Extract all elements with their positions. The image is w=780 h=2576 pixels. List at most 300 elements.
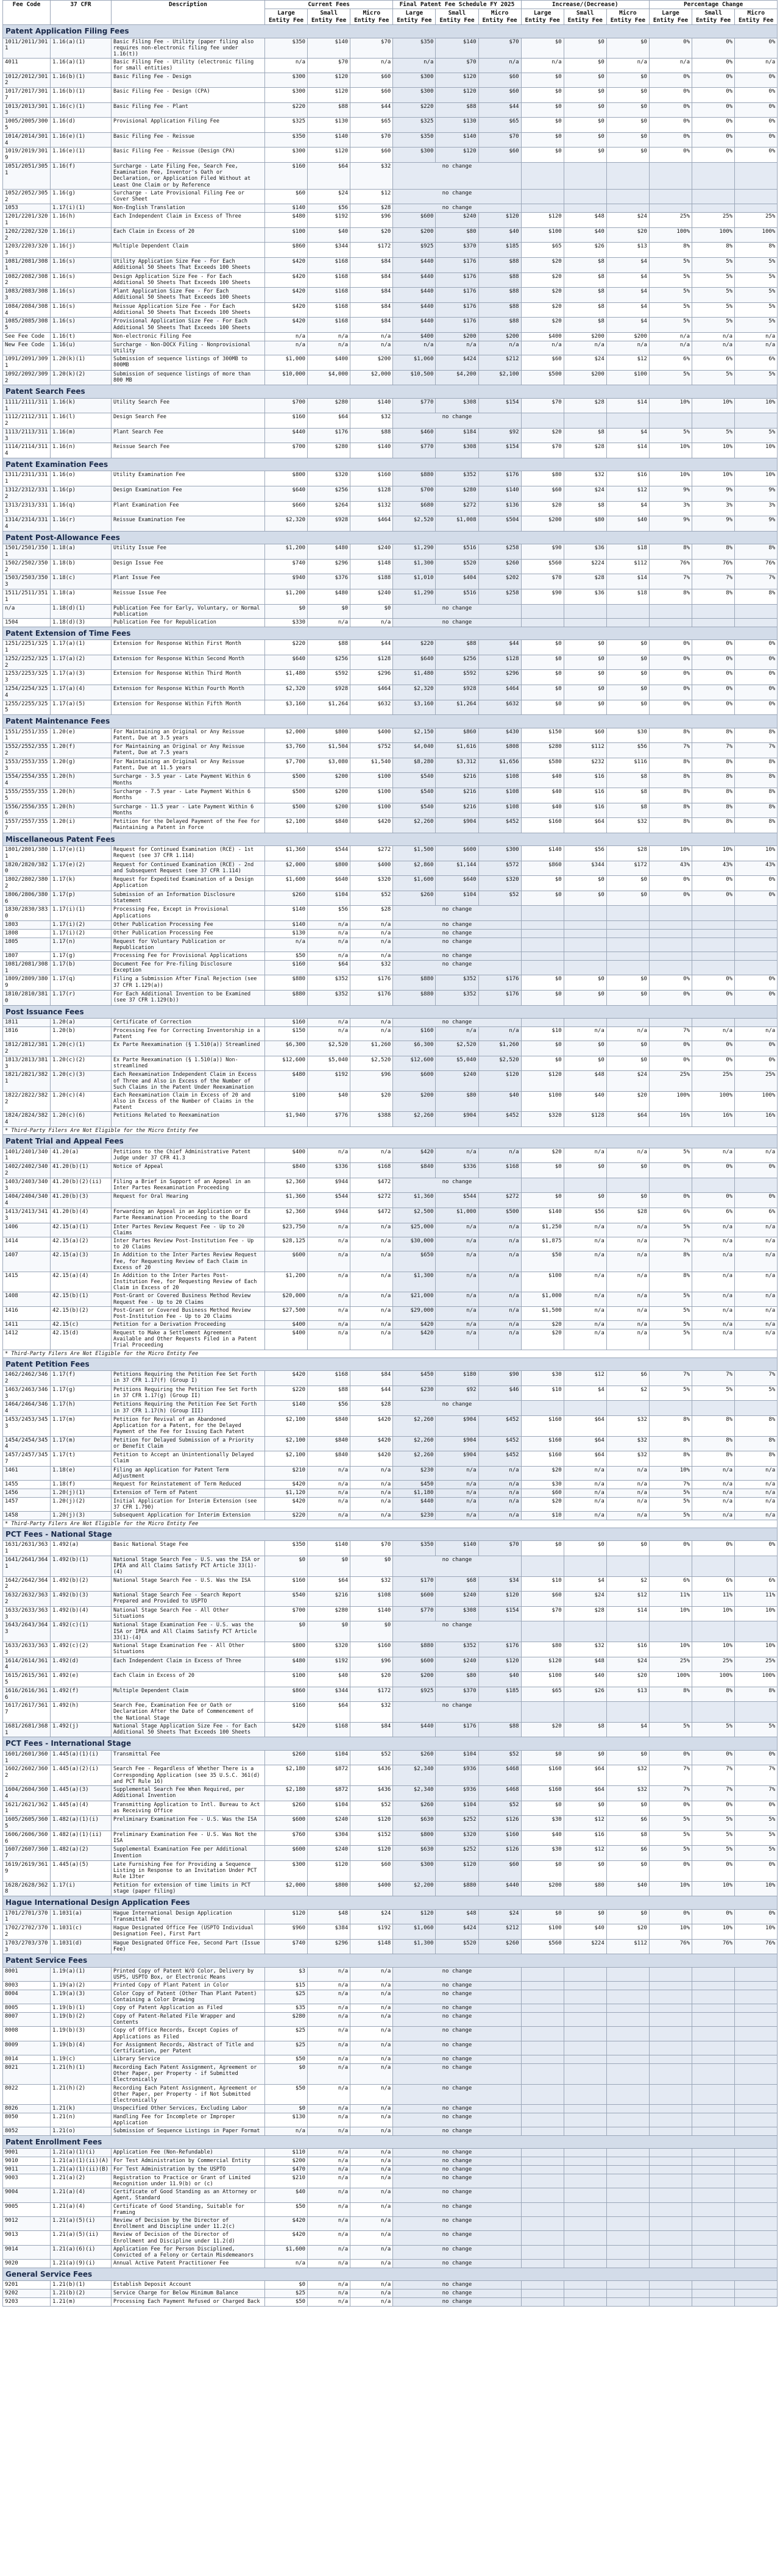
change-cell: $60 <box>521 486 564 502</box>
fee-code-cell: New Fee Code <box>3 341 51 355</box>
current-fee-cell: $160 <box>265 413 308 429</box>
current-fee-cell: $148 <box>350 1939 393 1954</box>
final-fee-cell: $2,520 <box>436 1041 478 1056</box>
cfr-cell: 1.16(h) <box>51 213 112 228</box>
final-fee-cell: $176 <box>436 257 478 272</box>
percent-cell: 7% <box>735 1371 778 1386</box>
percent-cell: 76% <box>735 559 778 574</box>
fee-code-cell: 9201 <box>3 2281 51 2290</box>
current-fee-cell: $420 <box>350 818 393 833</box>
empty-cell <box>692 1621 735 1642</box>
table-row <box>3 861 778 876</box>
current-fee-cell: $15 <box>265 1982 308 1990</box>
final-fee-cell: $200 <box>393 227 436 243</box>
final-fee-cell: $630 <box>393 1816 436 1831</box>
change-cell: $2 <box>606 1386 649 1401</box>
final-fee-cell: $1,000 <box>436 1208 478 1223</box>
final-fee-cell: $1,300 <box>393 1272 436 1292</box>
current-fee-cell: $330 <box>265 618 308 627</box>
cfr-cell: 1.19(b)(3) <box>51 2027 112 2041</box>
description-cell: Request for Continued Examination (RCE) - 2nd and Subsequent Request (see 37 CFR 1.114) <box>112 861 265 876</box>
table-row <box>3 670 778 685</box>
cfr-cell: 1.1031(c) <box>51 1924 112 1940</box>
table-row <box>3 728 778 743</box>
description-cell: Submission of sequence listings of more than 800 MB <box>112 370 265 385</box>
note-row <box>3 1350 778 1357</box>
current-fee-cell: n/a <box>308 1272 350 1292</box>
percent-cell: 3% <box>692 501 735 516</box>
current-fee-cell: $220 <box>265 1512 308 1520</box>
current-fee-cell: n/a <box>308 952 350 961</box>
current-fee-cell: n/a <box>308 2055 350 2064</box>
current-fee-cell: n/a <box>308 2166 350 2174</box>
current-fee-cell: n/a <box>308 1306 350 1320</box>
table-row <box>3 1223 778 1237</box>
percent-cell: n/a <box>649 59 692 73</box>
change-cell: $40 <box>606 1881 649 1896</box>
cfr-cell: 1.17(i)(1) <box>51 204 112 213</box>
empty-cell <box>521 1990 564 2004</box>
table-row <box>3 1982 778 1990</box>
percent-cell: 5% <box>735 1722 778 1737</box>
empty-cell <box>606 2231 649 2245</box>
table-row <box>3 1860 778 1881</box>
change-cell: $0 <box>564 891 606 906</box>
current-fee-cell: n/a <box>308 2216 350 2230</box>
percent-cell: 100% <box>692 227 735 243</box>
description-cell: Filing an Application for Patent Term Adjustment <box>112 1466 265 1480</box>
percent-cell: 8% <box>649 243 692 258</box>
change-cell: $0 <box>606 1801 649 1816</box>
change-cell: $1,500 <box>521 1306 564 1320</box>
change-cell: $224 <box>564 1939 606 1954</box>
empty-cell <box>735 2055 778 2064</box>
current-fee-cell: $420 <box>265 302 308 318</box>
empty-cell <box>692 2166 735 2174</box>
description-cell: Processing Fee for Provisional Applications <box>112 952 265 961</box>
description-cell: Processing Fee for Correcting Inventorship in a Patent <box>112 1026 265 1041</box>
change-cell: $16 <box>564 788 606 803</box>
table-row <box>3 2113 778 2127</box>
current-fee-cell: $10,000 <box>265 370 308 385</box>
empty-cell <box>735 2297 778 2306</box>
fee-code-cell: 1607/2607/3607 <box>3 1846 51 1861</box>
final-fee-cell: $68 <box>436 1576 478 1592</box>
description-cell: Filing a Brief in Support of an Appeal in an Inter Partes Reexamination Proceeding <box>112 1178 265 1193</box>
current-fee-cell: $464 <box>350 685 393 700</box>
change-cell: $40 <box>521 803 564 818</box>
description-cell: Each Claim in Excess of 20 <box>112 227 265 243</box>
current-fee-cell: $0 <box>308 604 350 618</box>
no-change-cell: no change <box>393 2166 521 2174</box>
current-fee-cell: $23,750 <box>265 1223 308 1237</box>
percent-cell: 5% <box>649 272 692 288</box>
percent-cell: n/a <box>692 1489 735 1497</box>
final-fee-cell: $352 <box>436 1642 478 1657</box>
change-cell: $8 <box>564 501 606 516</box>
percent-cell: 5% <box>649 1148 692 1163</box>
section-title: Hague International Design Application Fees <box>3 1896 778 1909</box>
percent-cell: n/a <box>735 1272 778 1292</box>
change-cell: $160 <box>521 1436 564 1451</box>
final-fee-cell: $176 <box>436 272 478 288</box>
final-fee-cell: $320 <box>436 1831 478 1846</box>
final-fee-cell: $600 <box>436 846 478 861</box>
empty-cell <box>735 938 778 952</box>
current-fee-cell: $480 <box>265 1071 308 1092</box>
final-fee-cell: $252 <box>436 1846 478 1861</box>
fee-code-cell: 1462/2462/3462 <box>3 1371 51 1386</box>
current-fee-cell: n/a <box>350 2013 393 2027</box>
description-cell: Each Independent Claim in Excess of Three <box>112 213 265 228</box>
percent-cell: 0% <box>649 991 692 1006</box>
change-cell: $36 <box>564 589 606 605</box>
description-cell: Petitions Requiring the Petition Fee Set Forth in 37 CFR 1.17(h) (Group III) <box>112 1401 265 1416</box>
change-cell: $20 <box>521 272 564 288</box>
percent-cell: 5% <box>692 370 735 385</box>
change-cell: $4 <box>606 272 649 288</box>
fee-code-cell: 8004 <box>3 1990 51 2004</box>
current-fee-cell: $168 <box>308 318 350 333</box>
change-cell: $0 <box>564 1041 606 1056</box>
table-row <box>3 163 778 190</box>
current-fee-cell: $872 <box>308 1786 350 1801</box>
final-fee-cell: n/a <box>478 1512 521 1520</box>
cfr-cell: 1.17(a)(4) <box>51 685 112 700</box>
final-fee-cell: $640 <box>436 876 478 891</box>
description-cell: Publication Fee for Early, Voluntary, or Normal Publication <box>112 604 265 618</box>
current-fee-cell: $88 <box>308 1386 350 1401</box>
current-fee-cell: $400 <box>350 1881 393 1896</box>
final-fee-cell: $452 <box>478 1112 521 1127</box>
fee-code-cell: 1464/2464/3464 <box>3 1401 51 1416</box>
header-sub-9: Large Entity Fee <box>649 9 692 25</box>
percent-cell: 100% <box>649 1091 692 1112</box>
table-row <box>3 1939 778 1954</box>
final-fee-cell: $350 <box>393 38 436 59</box>
empty-cell <box>649 2174 692 2188</box>
no-change-cell: no change <box>393 2149 521 2157</box>
percent-cell: 7% <box>649 1481 692 1489</box>
final-fee-cell: n/a <box>436 1272 478 1292</box>
change-cell: $160 <box>521 1786 564 1801</box>
no-change-cell: no change <box>393 2027 521 2041</box>
current-fee-cell: $28 <box>350 1401 393 1416</box>
current-fee-cell: $28 <box>350 204 393 213</box>
fee-code-cell: 1501/2501/3501 <box>3 544 51 560</box>
current-fee-cell: $420 <box>350 1436 393 1451</box>
empty-cell <box>735 2245 778 2259</box>
current-fee-cell: $216 <box>308 1592 350 1607</box>
description-cell: Inter Partes Review Post-Institution Fee - Up to 20 Claims <box>112 1237 265 1251</box>
percent-cell: 7% <box>692 1371 735 1386</box>
final-fee-cell: n/a <box>478 1481 521 1489</box>
percent-cell: 8% <box>649 1251 692 1272</box>
current-fee-cell: $2,360 <box>265 1208 308 1223</box>
percent-cell: 25% <box>692 1657 735 1672</box>
cfr-cell: 1.16(s) <box>51 272 112 288</box>
final-fee-cell: n/a <box>478 1272 521 1292</box>
table-row <box>3 2188 778 2202</box>
empty-cell <box>649 2260 692 2268</box>
final-fee-cell: $400 <box>393 332 436 341</box>
empty-cell <box>606 2041 649 2055</box>
cfr-cell: 1.20(c)(1) <box>51 1041 112 1056</box>
empty-cell <box>606 2113 649 2127</box>
empty-cell <box>735 2174 778 2188</box>
section-title: Patent Application Filing Fees <box>3 25 778 38</box>
table-row <box>3 2027 778 2041</box>
current-fee-cell: $860 <box>265 243 308 258</box>
percent-cell: 5% <box>692 288 735 303</box>
current-fee-cell: $192 <box>308 1657 350 1672</box>
final-fee-cell: $90 <box>478 1371 521 1386</box>
description-cell: Design Examination Fee <box>112 486 265 502</box>
current-fee-cell: $96 <box>350 213 393 228</box>
change-cell: $112 <box>606 1939 649 1954</box>
current-fee-cell: $140 <box>265 204 308 213</box>
percent-cell: 10% <box>692 398 735 413</box>
current-fee-cell: $400 <box>350 861 393 876</box>
empty-cell <box>521 929 564 938</box>
description-cell: Request for Expedited Examination of a Design Application <box>112 876 265 891</box>
description-cell: Review of Decision of the Director of Enrollment and Discipline under 11.2(d) <box>112 2231 265 2245</box>
percent-cell: 6% <box>692 1576 735 1592</box>
empty-cell <box>735 618 778 627</box>
change-cell: n/a <box>564 1321 606 1329</box>
current-fee-cell: $260 <box>265 891 308 906</box>
empty-cell <box>735 1967 778 1981</box>
empty-cell <box>606 2055 649 2064</box>
cfr-cell: 1.17(m) <box>51 1415 112 1436</box>
current-fee-cell: n/a <box>308 2188 350 2202</box>
final-fee-cell: $70 <box>436 59 478 73</box>
current-fee-cell: $50 <box>265 2055 308 2064</box>
percent-cell: 5% <box>649 1292 692 1306</box>
percent-cell: n/a <box>735 1148 778 1163</box>
current-fee-cell: $420 <box>265 1722 308 1737</box>
description-cell: Basic Filing Fee - Plant <box>112 102 265 118</box>
final-fee-cell: $120 <box>436 148 478 163</box>
table-row <box>3 227 778 243</box>
current-fee-cell: $28 <box>350 906 393 921</box>
final-fee-cell: $504 <box>478 516 521 532</box>
change-cell: n/a <box>564 1272 606 1292</box>
change-cell: $40 <box>521 1831 564 1846</box>
change-cell: $10 <box>521 1512 564 1520</box>
current-fee-cell: $32 <box>350 1702 393 1723</box>
change-cell: $580 <box>521 758 564 773</box>
percent-cell: 7% <box>735 743 778 758</box>
cfr-cell: 1.16(s) <box>51 318 112 333</box>
current-fee-cell: $840 <box>308 1436 350 1451</box>
percent-cell: 7% <box>649 574 692 589</box>
percent-cell: 0% <box>735 700 778 715</box>
empty-cell <box>649 2127 692 2136</box>
empty-cell <box>521 1178 564 1193</box>
empty-cell <box>735 1556 778 1577</box>
change-cell: n/a <box>564 1489 606 1497</box>
percent-cell: 0% <box>735 1541 778 1556</box>
final-fee-cell: n/a <box>436 1251 478 1272</box>
change-cell: $0 <box>564 59 606 73</box>
empty-cell <box>564 618 606 627</box>
percent-cell: 0% <box>735 1056 778 1071</box>
percent-cell: 8% <box>735 818 778 833</box>
final-fee-cell: $1,300 <box>393 1939 436 1954</box>
final-fee-cell: $452 <box>478 1436 521 1451</box>
change-cell: $160 <box>521 1451 564 1467</box>
empty-cell <box>649 2149 692 2157</box>
description-cell: Submission of an Information Disclosure Statement <box>112 891 265 906</box>
current-fee-cell: $376 <box>308 574 350 589</box>
final-fee-cell: $230 <box>393 1386 436 1401</box>
empty-cell <box>606 2027 649 2041</box>
final-fee-cell: $48 <box>436 1909 478 1924</box>
empty-cell <box>735 2166 778 2174</box>
current-fee-cell: $256 <box>308 655 350 670</box>
change-cell: $8 <box>564 257 606 272</box>
percent-cell: 0% <box>692 685 735 700</box>
current-fee-cell: n/a <box>350 2188 393 2202</box>
empty-cell <box>606 2174 649 2188</box>
final-fee-cell: $130 <box>436 118 478 133</box>
final-fee-cell: $1,144 <box>436 861 478 876</box>
final-fee-cell: $60 <box>478 88 521 103</box>
description-cell: For Maintaining an Original or Any Reissue Patent, Due at 7.5 years <box>112 743 265 758</box>
final-fee-cell: $220 <box>393 640 436 655</box>
change-cell: n/a <box>606 1512 649 1520</box>
current-fee-cell: $140 <box>308 1541 350 1556</box>
current-fee-cell: $44 <box>350 1386 393 1401</box>
current-fee-cell: $256 <box>308 486 350 502</box>
header-sub-11: Micro Entity Fee <box>735 9 778 25</box>
cfr-cell: 1.21(a)(6)(i) <box>51 2245 112 2259</box>
final-fee-cell: $88 <box>436 640 478 655</box>
percent-cell: 8% <box>735 1687 778 1702</box>
empty-cell <box>521 2231 564 2245</box>
cfr-cell: 1.17(a)(2) <box>51 655 112 670</box>
final-fee-cell: $2,320 <box>393 685 436 700</box>
description-cell: National Stage Search Fee - U.S. Was the ISA <box>112 1576 265 1592</box>
no-change-cell: no change <box>393 2281 521 2290</box>
table-row <box>3 906 778 921</box>
table-row <box>3 1846 778 1861</box>
current-fee-cell: $200 <box>308 803 350 818</box>
fee-code-cell: 1504 <box>3 618 51 627</box>
empty-cell <box>564 2084 606 2105</box>
change-cell: n/a <box>564 1512 606 1520</box>
change-cell: $40 <box>606 516 649 532</box>
percent-cell: 5% <box>735 1831 778 1846</box>
table-row <box>3 2149 778 2157</box>
current-fee-cell: n/a <box>308 1223 350 1237</box>
header-sub-8: Micro Entity Fee <box>606 9 649 25</box>
fee-code-cell: 9014 <box>3 2245 51 2259</box>
final-fee-cell: $592 <box>436 670 478 685</box>
table-row <box>3 257 778 272</box>
cfr-cell: 41.20(b)(3) <box>51 1193 112 1208</box>
empty-cell <box>735 1018 778 1026</box>
percent-cell: 6% <box>735 1208 778 1223</box>
cfr-cell: 1.21(b)(1) <box>51 2281 112 2290</box>
current-fee-cell: $3,760 <box>265 743 308 758</box>
fee-code-cell: 1830/2830/3830 <box>3 906 51 921</box>
cfr-cell: 1.16(d) <box>51 118 112 133</box>
table-row <box>3 1786 778 1801</box>
current-fee-cell: $272 <box>350 846 393 861</box>
percent-cell: 5% <box>649 1831 692 1846</box>
change-cell: $32 <box>564 1642 606 1657</box>
current-fee-cell: n/a <box>265 59 308 73</box>
change-cell: $8 <box>564 318 606 333</box>
empty-cell <box>735 1982 778 1990</box>
description-cell: Reissue Application Size Fee - For Each Additional 50 Sheets That Exceeds 100 Sheets <box>112 302 265 318</box>
change-cell: $0 <box>606 1860 649 1881</box>
empty-cell <box>564 2174 606 2188</box>
current-fee-cell: $25 <box>265 2027 308 2041</box>
empty-cell <box>521 2174 564 2188</box>
change-cell: $0 <box>564 1750 606 1765</box>
empty-cell <box>692 2113 735 2127</box>
change-cell: $112 <box>606 559 649 574</box>
current-fee-cell: $64 <box>308 1576 350 1592</box>
empty-cell <box>564 1990 606 2004</box>
table-row <box>3 2063 778 2084</box>
final-fee-cell: $1,480 <box>393 670 436 685</box>
percent-cell: n/a <box>692 1026 735 1041</box>
change-cell: $6 <box>606 1371 649 1386</box>
final-fee-cell: $1,616 <box>436 743 478 758</box>
current-fee-cell: $320 <box>308 471 350 486</box>
final-fee-cell: $300 <box>393 73 436 88</box>
percent-cell: 76% <box>649 559 692 574</box>
cfr-cell: 1.492(f) <box>51 1687 112 1702</box>
current-fee-cell: $388 <box>350 1112 393 1127</box>
current-fee-cell: $400 <box>350 728 393 743</box>
final-fee-cell: $440 <box>393 1497 436 1511</box>
percent-cell: 8% <box>735 758 778 773</box>
current-fee-cell: n/a <box>308 1481 350 1489</box>
description-cell: Petition for extension of time limits in PCT stage (paper filing) <box>112 1881 265 1896</box>
change-cell: $140 <box>521 846 564 861</box>
percent-cell: 10% <box>692 443 735 458</box>
empty-cell <box>649 1982 692 1990</box>
table-row <box>3 1237 778 1251</box>
final-fee-cell: $88 <box>478 288 521 303</box>
final-fee-cell: $216 <box>436 773 478 788</box>
empty-cell <box>692 604 735 618</box>
change-cell: $0 <box>564 655 606 670</box>
change-cell: $16 <box>606 471 649 486</box>
percent-cell: 11% <box>649 1592 692 1607</box>
empty-cell <box>606 2166 649 2174</box>
final-fee-cell: $336 <box>436 1163 478 1178</box>
table-row <box>3 2055 778 2064</box>
table-row <box>3 1112 778 1127</box>
percent-cell: 0% <box>692 73 735 88</box>
cfr-cell: 1.16(a)(1) <box>51 59 112 73</box>
current-fee-cell: $960 <box>265 1924 308 1940</box>
final-fee-cell: $120 <box>478 1071 521 1092</box>
percent-cell: 8% <box>649 728 692 743</box>
change-cell: $30 <box>521 1481 564 1489</box>
change-cell: n/a <box>606 1329 649 1350</box>
empty-cell <box>564 2149 606 2157</box>
table-row <box>3 929 778 938</box>
fee-code-cell: 1456 <box>3 1489 51 1497</box>
current-fee-cell: $400 <box>265 1329 308 1350</box>
